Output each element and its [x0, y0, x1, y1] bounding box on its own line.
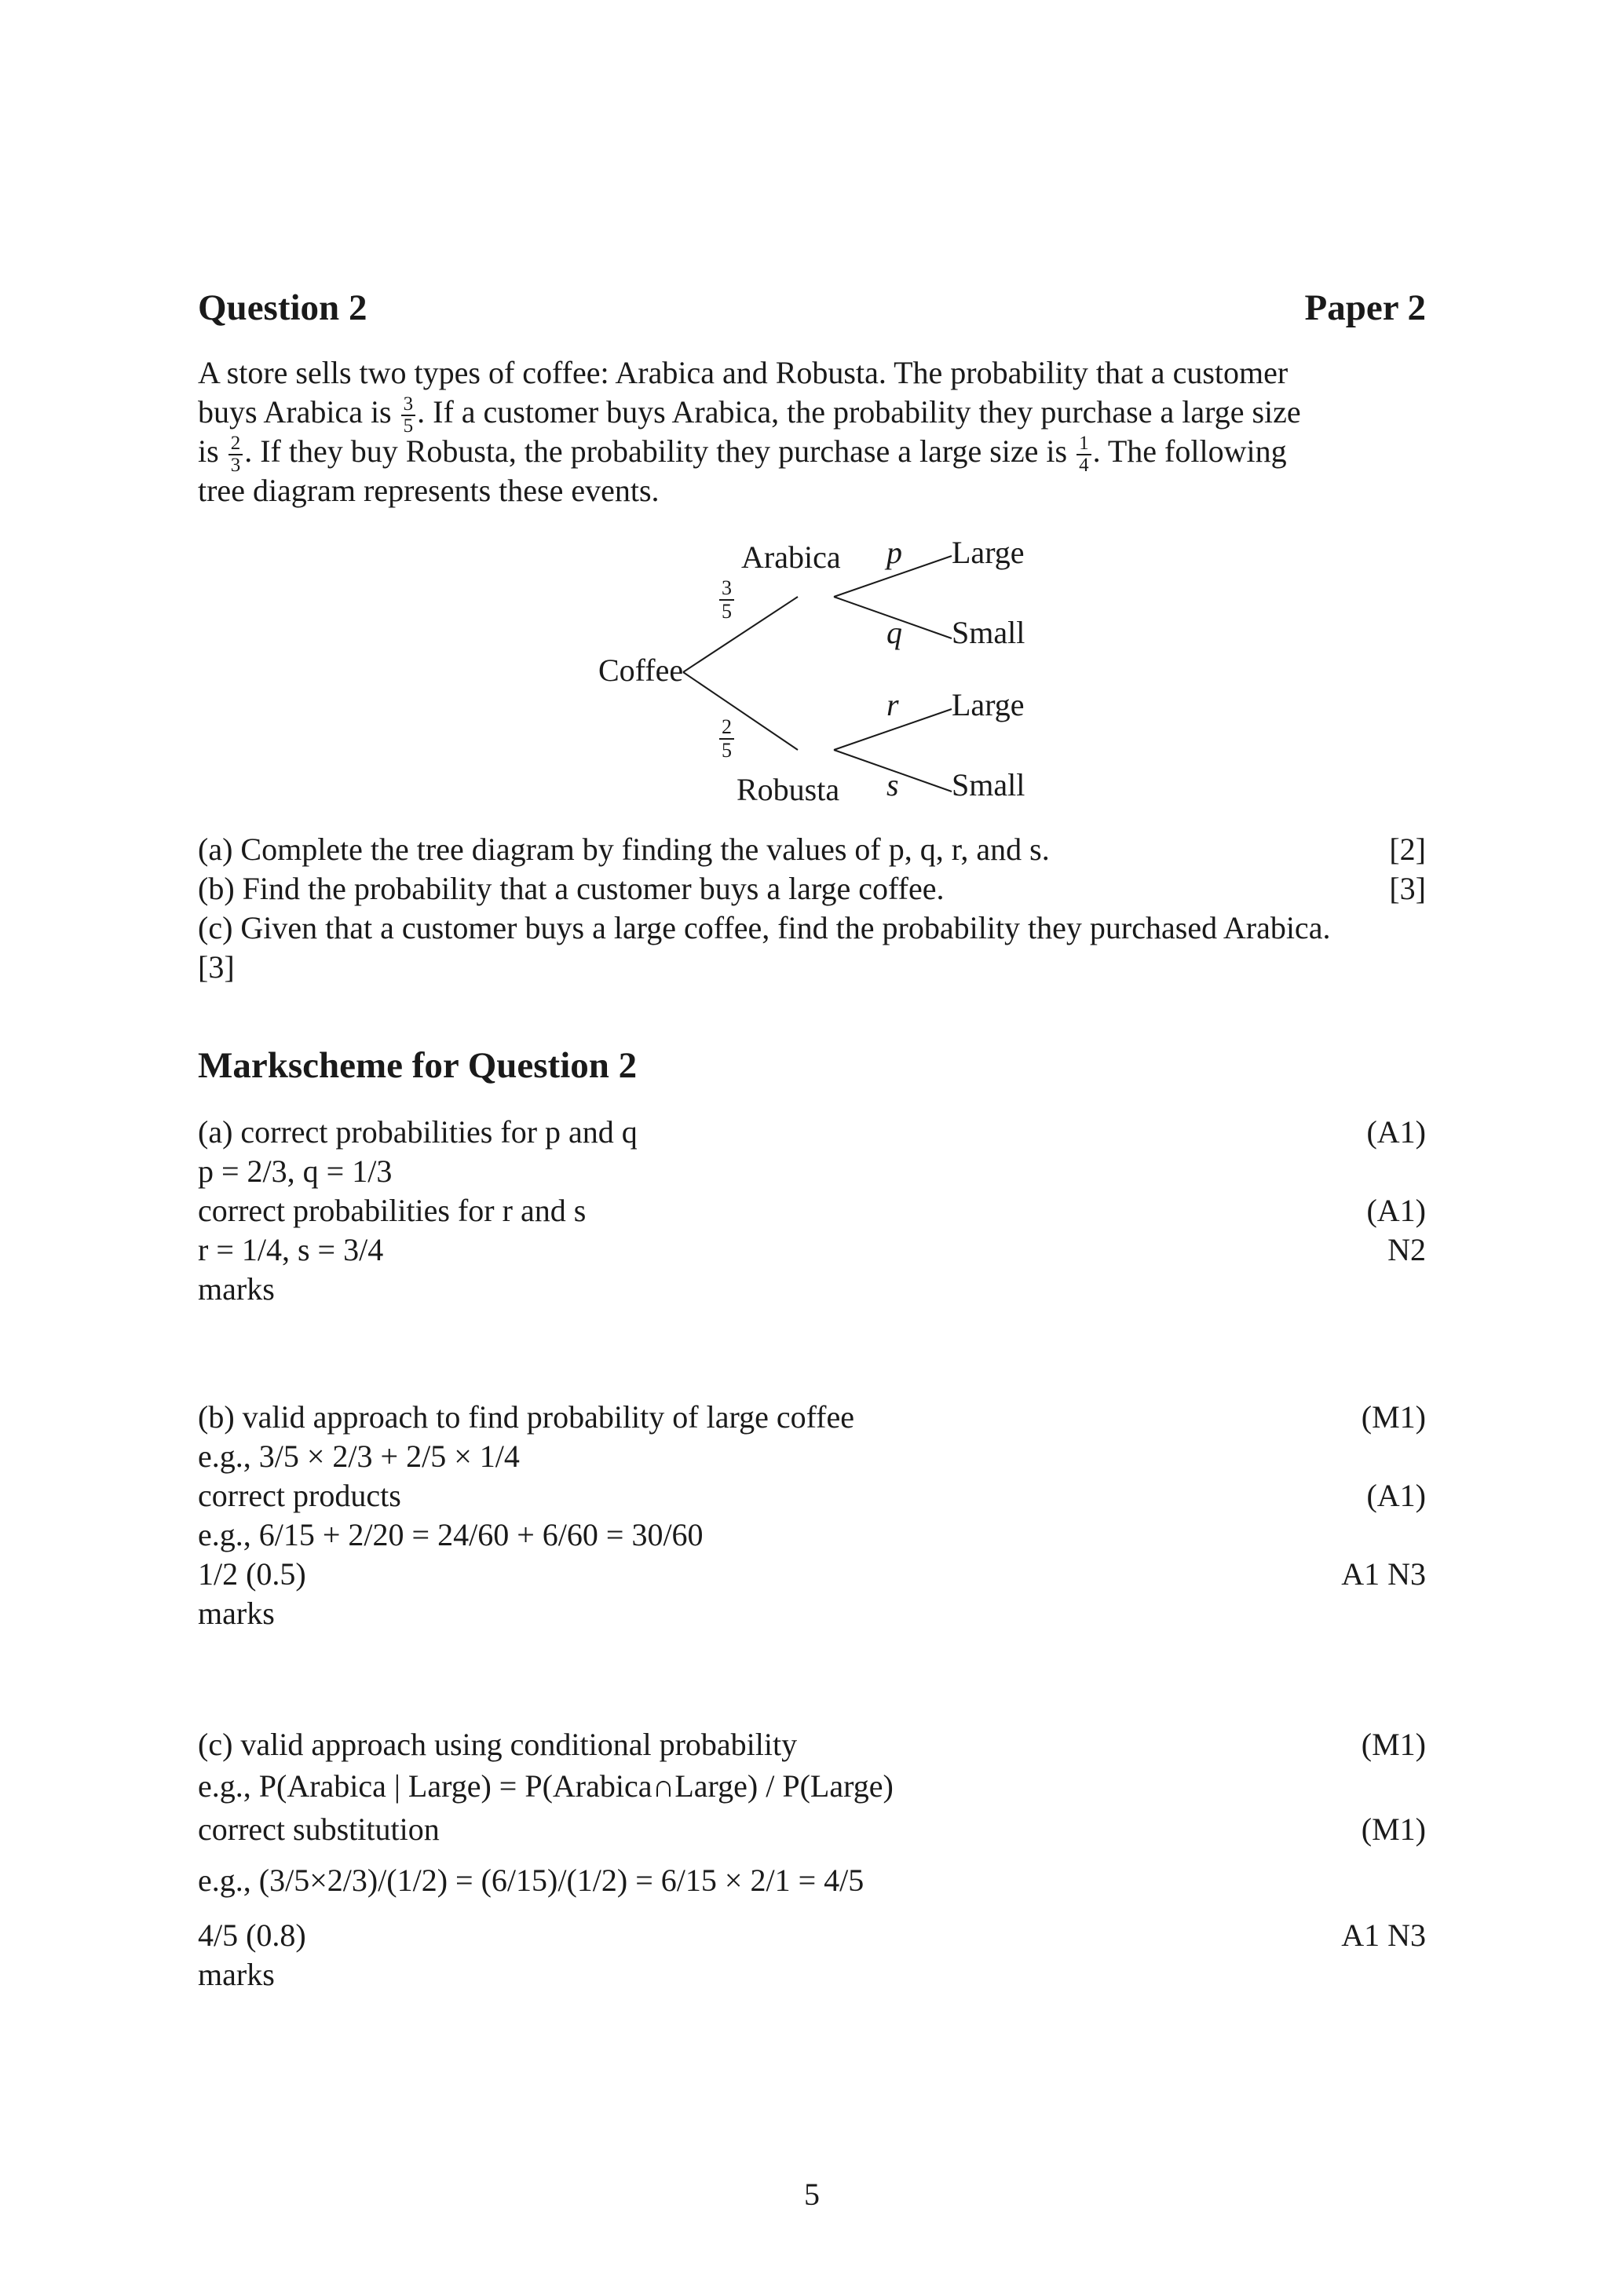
branch-coffee-robusta: [683, 672, 798, 750]
ms-a-mark-1: (A1): [1366, 1114, 1426, 1150]
part-a-text: (a) Complete the tree diagram by finding the values of p, q, r, and s.: [198, 832, 1050, 867]
ms-b-line-4: e.g., 6/15 + 2/20 = 24/60 + 6/60 = 30/60: [198, 1517, 704, 1552]
tree-prob-arabica: 3 5: [719, 577, 734, 623]
tree-diagram: [198, 518, 1426, 817]
page: [198, 0, 1426, 2296]
part-b-marks: [3]: [1389, 871, 1426, 906]
part-c-text: (c) Given that a customer buys a large coffee, find the probability they purchased Arabica.: [198, 910, 1331, 945]
markscheme-title: Markscheme for Question 2: [198, 1045, 638, 1086]
tree-label-p: p: [886, 535, 902, 570]
tree-leaf-small-1: Small: [952, 615, 1025, 650]
tree-label-r: r: [886, 687, 899, 722]
part-b-text: (b) Find the probability that a customer buys a large coffee.: [198, 871, 945, 906]
ms-c-mark-5: A1 N3: [1341, 1918, 1426, 1953]
ms-c-line-2: e.g., P(Arabica | Large) = P(Arabica∩Large) / P(Large): [198, 1768, 894, 1804]
intro-line-2: buys Arabica is $\frac{3}{5}$ . If a customer buys Arabica, the probability they purchase a large size: [198, 393, 1301, 437]
ms-b-mark-1: (M1): [1361, 1399, 1426, 1435]
ms-c-line-1: (c) valid approach using conditional probability (M1): [198, 1725, 1426, 1764]
intro-line-1: A store sells two types of coffee: Arabica and Robusta. The probability that a customer: [198, 355, 1289, 390]
ms-a-mark-4: N2: [1387, 1232, 1426, 1267]
branch-coffee-arabica: [683, 597, 798, 672]
paper-label: Paper 2: [1304, 287, 1426, 328]
ms-a-line-1: (a) correct probabilities for p and q (A1): [198, 1113, 1426, 1152]
ms-c-mark-1: (M1): [1361, 1727, 1426, 1762]
part-c: [198, 909, 1426, 948]
ms-c-line-3: correct substitution (M1): [198, 1810, 1426, 1849]
ms-a-line-5: marks: [198, 1271, 275, 1307]
part-a-marks: [2]: [1389, 832, 1426, 867]
ms-b-mark-5: A1 N3: [1341, 1556, 1426, 1592]
tree-leaf-small-2: Small: [952, 767, 1025, 803]
part-a: [198, 830, 1426, 869]
ms-a-line-2: p = 2/3, q = 1/3: [198, 1153, 393, 1189]
tree-label-s: s: [886, 767, 899, 803]
ms-c-line-5: 4/5 (0.8) A1 N3: [198, 1916, 1426, 1955]
fraction-3-5: $\frac{3}{5}$: [401, 394, 416, 437]
ms-c-mark-3: (M1): [1361, 1812, 1426, 1847]
ms-a-line-3: correct probabilities for r and s (A1): [198, 1191, 1426, 1230]
tree-arabica-label: Arabica: [741, 539, 841, 575]
part-b: [198, 869, 1426, 909]
tree-robusta-label: Robusta: [737, 772, 840, 807]
ms-b-line-3: correct products (A1): [198, 1476, 1426, 1515]
tree-leaf-large-1: Large: [952, 535, 1025, 570]
intro-line-4: tree diagram represents these events.: [198, 473, 660, 508]
question-title: Question 2: [198, 287, 367, 328]
ms-b-line-5: 1/2 (0.5) A1 N3: [198, 1555, 1426, 1594]
ms-a-line-4: r = 1/4, s = 3/4 N2: [198, 1230, 1426, 1270]
tree-prob-robusta: 2 5: [719, 716, 734, 762]
part-c-marks-row: [198, 948, 1426, 987]
part-c-marks: [3]: [198, 949, 235, 985]
ms-b-line-1: (b) valid approach to find probability of large coffee (M1): [198, 1398, 1426, 1437]
ms-a-mark-3: (A1): [1366, 1193, 1426, 1228]
ms-c-line-4: e.g., (3/5×2/3)/(1/2) = (6/15)/(1/2) = 6/15 × 2/1 = 4/5: [198, 1863, 865, 1898]
ms-b-line-6: marks: [198, 1596, 275, 1631]
fraction-1-4: $\frac{1}{4}$: [1077, 433, 1091, 476]
intro-line-3: is $\frac{2}{3}$ . If they buy Robusta, the probability they purchase a large size is $\frac{1}{4}$ . The following: [198, 432, 1287, 476]
fraction-2-3: $\frac{2}{3}$: [228, 433, 243, 476]
ms-c-line-6: marks: [198, 1957, 275, 1992]
ms-b-line-2: e.g., 3/5 × 2/3 + 2/5 × 1/4: [198, 1439, 520, 1474]
tree-root-label: Coffee: [598, 653, 684, 688]
tree-leaf-large-2: Large: [952, 687, 1025, 722]
ms-b-mark-3: (A1): [1366, 1478, 1426, 1513]
tree-label-q: q: [886, 615, 902, 650]
page-number: 5: [804, 2177, 820, 2212]
